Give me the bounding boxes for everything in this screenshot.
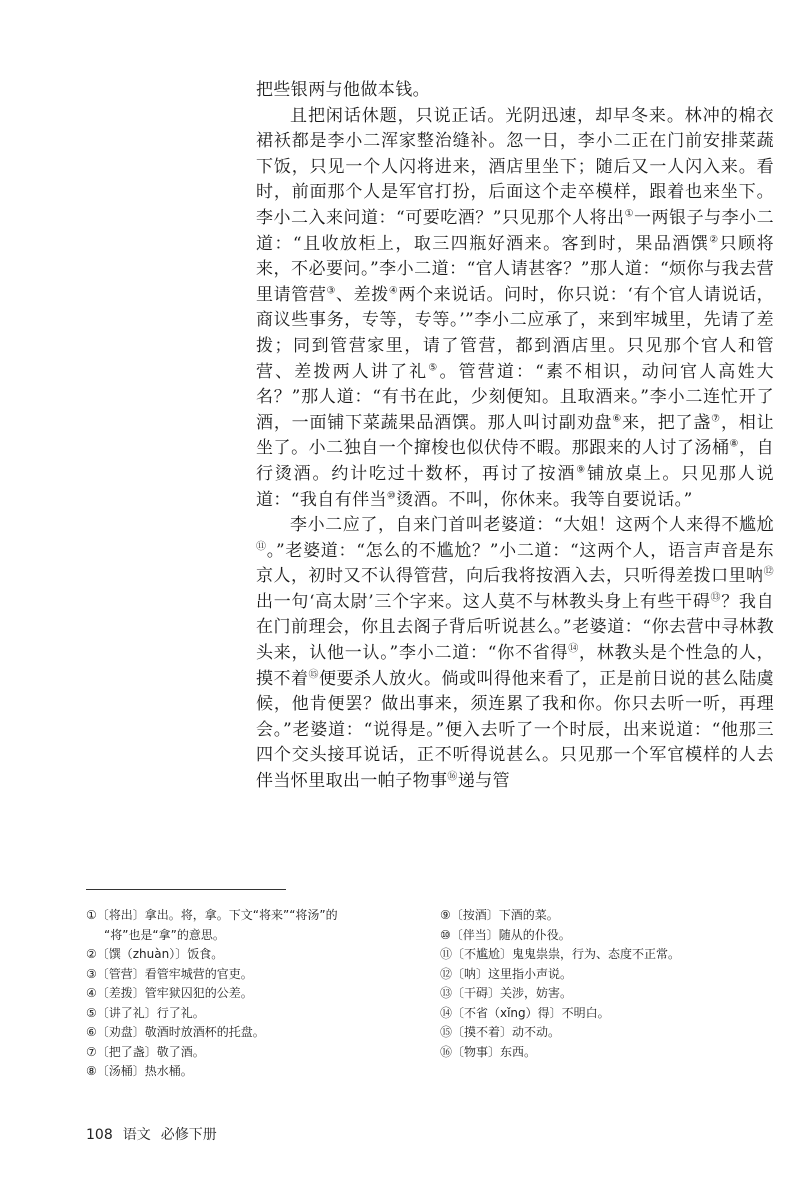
footnote-item: ②〔馔（zhuàn）〕饭食。 [86, 947, 224, 961]
body-paragraph: 把些银两与他做本钱。 [256, 80, 430, 100]
subject-label: 语文 [122, 1127, 151, 1143]
body-paragraph: 李小二应了，自来门首叫老婆道：“大姐！这两个人来得不尴尬⑪。”老婆道：“怎么的不尴尬？”小二道：“这两个人，语言声音是东京人，初时又不认得管营，向后我将按酒入去，只听得差拨口里呐⑫出一句‘高太尉’三个字来。这人莫不与林教头身上有些干碍⑬？我自在门前理会，你且去阁子背后听说甚么。”老婆道：“你去营中寻林教头来，认他一认。”李小二道：“你不省得⑭，林教头是个性急的人，摸不着⑮便要杀人放火。倘或叫得他来看了，正是前日说的甚么陆虞候，他肯便罢？做出事来，须连累了我和你。你只去听一听，再理会。”老婆道：“说得是。”便入去听了一个时辰，出来说道：“他那三四个交头接耳说话，正不听得说甚么。只见那一个军官模样的人去伴当怀里取出一帕子物事⑯递与管 [256, 515, 775, 792]
footnote-item: ⑥〔劝盘〕敬酒时放酒杯的托盘。 [86, 1025, 265, 1039]
footnote-item: ⑩〔伴当〕随从的仆役。 [440, 927, 571, 942]
body-paragraph: 且把闲话休题，只说正话。光阴迅速，却早冬来。林冲的棉衣裙袄都是李小二浑家整治缝补。忽一日，李小二正在门前安排菜蔬下饭，只见一个人闪将进来，酒店里坐下；随后又一人闪入来。看时，前面那个人是军官打扮，后面这个走卒模样，跟着也来坐下。李小二入来问道：“可要吃酒？”只见那个人将出①一两银子与李小二道：“且收放柜上，取三四瓶好酒来。客到时，果品酒馔②只顾将来，不必要问。”李小二道：“官人请甚客？”那人道：“烦你与我去营里请管营③、差拨④两个来说话。问时，你只说：‘有个官人请说话，商议些事务，专等，专等。’”李小二应承了，来到牢城里，先请了差拨；同到管营家里，请了管营，都到酒店里。只见那个官人和管营、差拨两人讲了礼⑤。管营道：“素不相识，动问官人高姓大名？”那人道：“有书在此，少刻便知。且取酒来。”李小二连忙开了酒，一面铺下菜蔬果品酒馔。那人叫讨副劝盘⑥来，把了盏⑦，相让坐了。小二独自一个撺梭也似伏侍不暇。那跟来的人讨了汤桶⑧，自行烫酒。约计吃过十数杯，再讨了按酒⑨铺放桌上。只见那人说道：“我自有伴当⑩烫酒。不叫，你休来。我等自要说话。” [256, 105, 775, 510]
footnote-item: ③〔管营〕看管牢城营的官吏。 [86, 966, 253, 981]
footnote-item: ⑦〔把了盏〕敬了酒。 [86, 1044, 205, 1059]
footnote-item: ①〔将出〕拿出。将，拿。下文“将来”“将汤”的 [86, 908, 338, 922]
footnote-item: ④〔差拨〕管牢狱囚犯的公差。 [86, 986, 253, 1000]
footnote-item: ⑧〔汤桶〕热水桶。 [86, 1064, 193, 1078]
volume-label: 必修下册 [160, 1127, 217, 1143]
body-text [256, 78, 774, 795]
footnote-item: ⑪〔不尴尬〕鬼鬼祟祟，行为、态度不正常。 [440, 947, 681, 961]
footnotes-right-column [440, 906, 770, 1062]
footnote-item: “将”也是“拿”的意思。 [104, 927, 225, 942]
footnote-item: ⑮〔摸不着〕动不动。 [440, 1025, 561, 1039]
footnote-item: ⑨〔按酒〕下酒的菜。 [440, 908, 559, 922]
page-footer [86, 1124, 227, 1144]
footnotes-left-column [86, 906, 406, 1082]
footnote-item: ⑭〔不省（xǐng）得〕不明白。 [440, 1005, 610, 1020]
footnote-item: ⑫〔呐〕这里指小声说。 [440, 966, 573, 981]
footnote-divider [86, 889, 286, 890]
footnote-item: ⑬〔干碍〕关涉，妨害。 [440, 986, 573, 1000]
footnote-item: ⑯〔物事〕东西。 [440, 1044, 537, 1059]
page-number: 108 [86, 1127, 113, 1143]
footnote-item: ⑤〔讲了礼〕行了礼。 [86, 1005, 205, 1020]
